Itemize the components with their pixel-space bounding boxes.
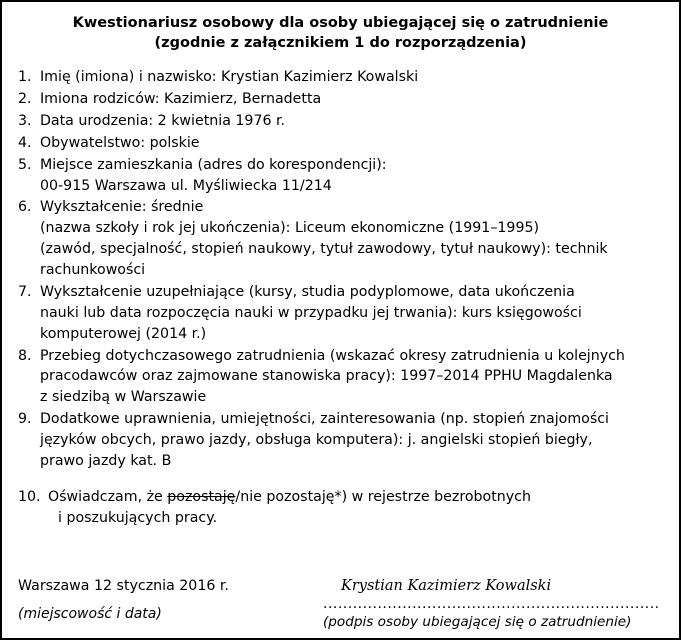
declaration-line-2: i poszukujących pracy. <box>58 509 218 526</box>
list-item <box>18 89 663 110</box>
list-item <box>18 409 663 472</box>
declaration-item <box>18 487 663 529</box>
item-line: nauki lub data rozpoczęcia nauki w przypadku jej trwania): kurs księgowości <box>40 304 582 321</box>
declaration-suffix: /nie pozostaję*) w rejestrze bezrobotnych <box>235 488 531 505</box>
item-line: (nazwa szkoły i rok jej ukończenia): Liceum ekonomiczne (1991–1995) <box>40 220 540 237</box>
document-body <box>2 2 679 638</box>
item-number: 1. <box>18 69 32 86</box>
signature-caption: (podpis osoby ubiegającej się o zatrudnienie) <box>323 614 632 630</box>
item-line: (zawód, specjalność, stopień naukowy, tytuł zawodowy, tytuł naukowy): technik <box>40 241 608 258</box>
declaration-prefix: Oświadczam, że <box>48 488 168 505</box>
item-line: komputerowej (2014 r.) <box>40 325 207 342</box>
place-and-date: Warszawa 12 stycznia 2016 r. <box>18 578 229 594</box>
item-number: 2. <box>18 91 32 107</box>
questionnaire-items <box>18 67 663 528</box>
declaration-struck-text: pozostaję <box>167 488 236 505</box>
list-item <box>18 111 663 132</box>
signature-name: Krystian Kazimierz Kowalski <box>341 578 552 594</box>
item-line: Dodatkowe uprawnienia, umiejętności, zainteresowania (np. stopień znajomości <box>40 411 609 428</box>
item-body <box>40 111 663 132</box>
list-item <box>18 155 663 197</box>
item-number: 8. <box>18 347 32 364</box>
item-line: rachunkowości <box>40 262 146 278</box>
item-line: Wykształcenie: średnie <box>40 199 204 216</box>
signature-block <box>323 578 663 630</box>
item-body <box>40 409 663 472</box>
item-number: 3. <box>18 112 32 129</box>
list-item <box>18 282 663 345</box>
item-body <box>40 282 663 345</box>
item-line: 00-915 Warszawa ul. Myśliwiecka 11/214 <box>40 177 332 194</box>
item-line: z siedzibą w Warszawie <box>40 389 207 406</box>
item-line: Obywatelstwo: polskie <box>40 134 200 151</box>
list-item <box>18 133 663 154</box>
item-number: 10. <box>18 488 41 505</box>
item-line: Imię (imiona) i nazwisko: Krystian Kazimierz Kowalski <box>40 69 419 86</box>
title-line-1: Kwestionariusz osobowy dla osoby ubiegającej się o zatrudnienie <box>72 15 609 31</box>
signature-dotted-line: .................................................................... <box>323 596 660 612</box>
item-body <box>40 67 663 88</box>
item-line: Miejsce zamieszkania (adres do korespondencji): <box>40 156 387 173</box>
item-body <box>40 346 663 409</box>
item-number: 4. <box>18 134 32 151</box>
document-footer <box>18 578 663 630</box>
item-body <box>40 155 663 197</box>
list-item <box>18 346 663 409</box>
item-number: 9. <box>18 411 32 428</box>
item-line: Wykształcenie uzupełniające (kursy, studia podyplomowe, data ukończenia <box>40 283 575 300</box>
item-line: Imiona rodziców: Kazimierz, Bernadetta <box>40 91 322 107</box>
item-body <box>48 487 663 529</box>
title-line-2: (zgodnie z załącznikiem 1 do rozporządzenia) <box>154 34 527 51</box>
declaration-line-1 <box>48 487 663 508</box>
place-and-date-caption: (miejscowość i data) <box>18 606 162 622</box>
item-body <box>40 89 663 110</box>
item-body <box>40 197 663 281</box>
spacer <box>18 473 663 487</box>
list-item <box>18 67 663 88</box>
item-body <box>40 133 663 154</box>
item-number: 6. <box>18 199 32 216</box>
item-line: języków obcych, prawo jazdy, obsługa komputera): j. angielski stopień biegły, <box>40 432 593 448</box>
list-item <box>18 197 663 281</box>
place-date-block <box>18 578 318 622</box>
item-line: prawo jazdy kat. B <box>40 452 172 469</box>
item-line: Przebieg dotychczasowego zatrudnienia (wskazać okresy zatrudnienia u kolejnych <box>40 347 625 364</box>
item-number: 5. <box>18 156 32 173</box>
document-title <box>18 14 663 53</box>
item-number: 7. <box>18 283 32 300</box>
footer-row <box>18 578 663 630</box>
item-line: Data urodzenia: 2 kwietnia 1976 r. <box>40 112 286 129</box>
item-line: pracodawców oraz zajmowane stanowiska pracy): 1997–2014 PPHU Magdalenka <box>40 368 613 385</box>
